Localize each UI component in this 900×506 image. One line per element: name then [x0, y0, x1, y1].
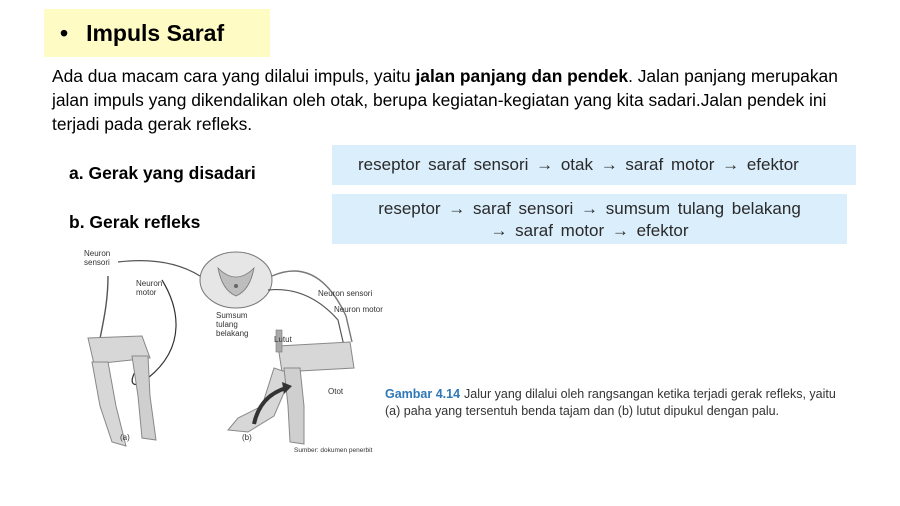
spinal-cord-icon — [200, 252, 272, 308]
label-panel-b: (b) — [242, 433, 252, 442]
leg-a-icon — [88, 336, 156, 446]
label-lutut: Lutut — [274, 335, 292, 344]
label-neuron-motor-right: Neuron motor — [334, 305, 383, 314]
label-sumsum-1: Sumsum — [216, 311, 248, 320]
caption-label: Gambar 4.14 — [385, 387, 461, 401]
reflex-arc-illustration — [78, 246, 398, 460]
title-box — [44, 9, 270, 57]
figure-source: Sumber: dokumen penerbit — [294, 447, 373, 454]
reflex-arc-figure — [78, 246, 398, 460]
label-neuron-sensori-right: Neuron sensori — [318, 289, 373, 298]
reflex-pathway-line2: → saraf motor → efektor — [490, 221, 689, 240]
reflex-pathway-box — [332, 194, 847, 244]
label-neuron-sensori-left-2: sensori — [84, 258, 110, 267]
heading-conscious-movement: a. Gerak yang disadari — [69, 163, 256, 183]
conscious-pathway-box — [332, 145, 856, 185]
label-sumsum-3: belakang — [216, 329, 249, 338]
caption-text: Jalur yang dilalui oleh rangsangan ketika terjadi gerak refleks, yaitu (a) paha yang tersentuh benda tajam dan (b) lutut dipukul dengan palu. — [385, 387, 836, 418]
label-neuron-motor-left-1: Neuron — [136, 279, 163, 288]
intro-part1: Ada dua macam cara yang dilalui impuls, yaitu — [52, 66, 416, 86]
bullet: • — [60, 19, 69, 46]
label-sumsum-2: tulang — [216, 320, 238, 329]
label-panel-a: (a) — [120, 433, 130, 442]
figure-caption — [385, 386, 845, 420]
reflex-pathway-line1: reseptor → saraf sensori → sumsum tulang belakang — [378, 199, 801, 218]
intro-paragraph — [52, 64, 862, 136]
intro-part2: . Jalan panjang merupakan jalan impuls yang dikendalikan oleh otak, berupa kegiatan-kegiatan yang kita sadari.Jalan pendek ini terjadi pada gerak refleks. — [52, 66, 838, 134]
intro-bold: jalan panjang dan pendek — [415, 66, 629, 86]
label-neuron-sensori-left-1: Neuron — [84, 249, 111, 258]
heading-reflex: b. Gerak refleks — [69, 212, 201, 232]
page-title: Impuls Saraf — [86, 19, 225, 46]
conscious-pathway-text: reseptor saraf sensori → otak → saraf motor → efektor — [358, 155, 799, 174]
label-neuron-motor-left-2: motor — [136, 288, 157, 297]
label-otot: Otot — [328, 387, 344, 396]
